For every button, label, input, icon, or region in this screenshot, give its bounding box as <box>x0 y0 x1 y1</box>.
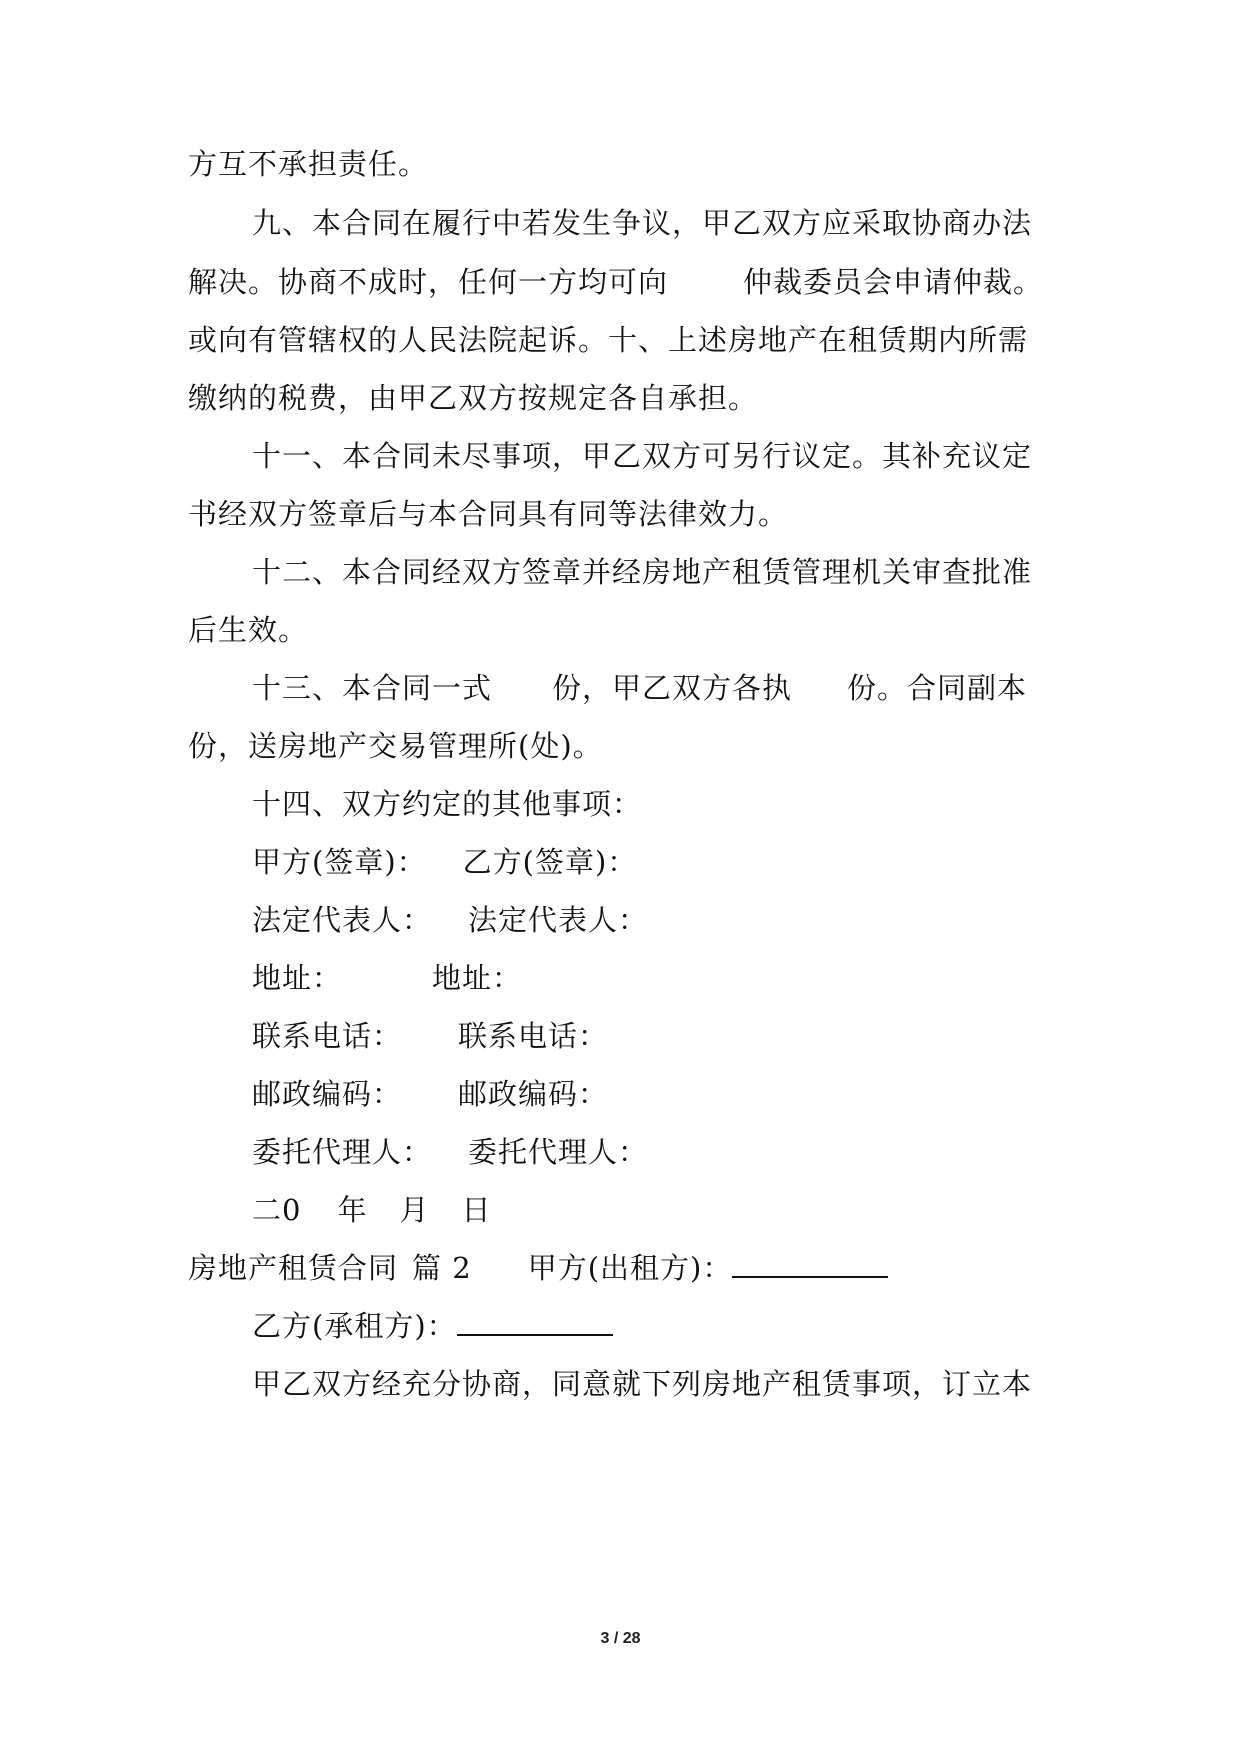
text-segment: 联系电话： <box>252 1019 403 1053</box>
text-segment: 甲方(签章)： <box>252 845 427 879</box>
text-segment: 十三、本合同一式 <box>252 671 493 705</box>
text-segment: 委托代理人： <box>252 1135 433 1169</box>
text-segment: 乙方(签章)： <box>462 845 638 879</box>
text-segment: 篇 2 <box>412 1251 472 1285</box>
text-line <box>252 1134 648 1170</box>
text-segment: 联系电话： <box>458 1019 609 1053</box>
text-line <box>188 380 758 416</box>
text-segment: 份。合同副本 <box>847 671 1028 705</box>
blank-line <box>732 1250 888 1278</box>
text-segment: 法定代表人： <box>252 903 433 937</box>
text-segment: 后生效。 <box>188 613 309 647</box>
text-segment: 房地产租赁合同 <box>188 1251 399 1285</box>
text-segment: 九、本合同在履行中若发生争议，甲乙双方应采取协商办法 <box>252 206 1033 240</box>
text-segment: 甲乙双方经充分协商，同意就下列房地产租赁事项，订立本 <box>252 1367 1033 1401</box>
text-line <box>252 902 648 938</box>
text-segment: 邮政编码： <box>458 1077 609 1111</box>
text-segment: 十一、本合同未尽事项，甲乙双方可另行议定。其补充议定 <box>252 439 1033 473</box>
text-line <box>252 1366 1032 1402</box>
blank-line <box>457 1308 613 1336</box>
text-segment: 邮政编码： <box>252 1077 403 1111</box>
text-line <box>188 728 603 764</box>
text-segment: 方互不承担责任。 <box>188 147 429 181</box>
text-line <box>252 960 522 996</box>
text-segment: 二0 <box>252 1193 302 1227</box>
text-segment: 法定代表人： <box>468 903 649 937</box>
text-segment: 仲裁委员会申请仲裁。 <box>743 265 1044 299</box>
text-line <box>252 1192 492 1228</box>
text-segment: 乙方(承租方)： <box>252 1309 457 1343</box>
text-segment: 十四、双方约定的其他事项： <box>252 787 643 821</box>
text-segment: 日 <box>461 1193 492 1227</box>
text-line <box>252 554 1032 590</box>
text-line <box>252 1076 608 1112</box>
text-line <box>188 264 1043 300</box>
text-line <box>252 205 1032 241</box>
text-segment: 解决。协商不成时，任何一方均可向 <box>188 265 669 299</box>
text-line <box>252 438 1032 474</box>
text-line <box>252 786 642 822</box>
text-line <box>188 146 428 182</box>
text-line <box>188 322 1028 358</box>
text-segment: 甲方(出租方)： <box>527 1251 733 1285</box>
text-line <box>188 496 788 532</box>
text-segment: 份，送房地产交易管理所(处)。 <box>188 729 603 763</box>
text-segment: 地址： <box>432 961 523 995</box>
text-line <box>252 1308 613 1344</box>
text-segment: 书经双方签章后与本合同具有同等法律效力。 <box>188 497 789 531</box>
text-segment: 年 <box>337 1193 368 1227</box>
text-line <box>188 612 308 648</box>
text-segment: 缴纳的税费，由甲乙双方按规定各自承担。 <box>188 381 759 415</box>
text-line <box>252 1018 608 1054</box>
text-segment: 或向有管辖权的人民法院起诉。十、上述房地产在租赁期内所需 <box>188 323 1029 357</box>
text-segment: 十二、本合同经双方签章并经房地产租赁管理机关审查批准 <box>252 555 1033 589</box>
text-line <box>252 844 637 880</box>
page-number: 3 / 28 <box>600 1630 641 1647</box>
text-line <box>252 670 1027 706</box>
text-segment: 月 <box>399 1193 430 1227</box>
text-segment: 地址： <box>252 961 343 995</box>
text-segment: 委托代理人： <box>468 1135 649 1169</box>
text-line <box>188 1250 888 1286</box>
text-segment: 份，甲乙双方各执 <box>552 671 793 705</box>
